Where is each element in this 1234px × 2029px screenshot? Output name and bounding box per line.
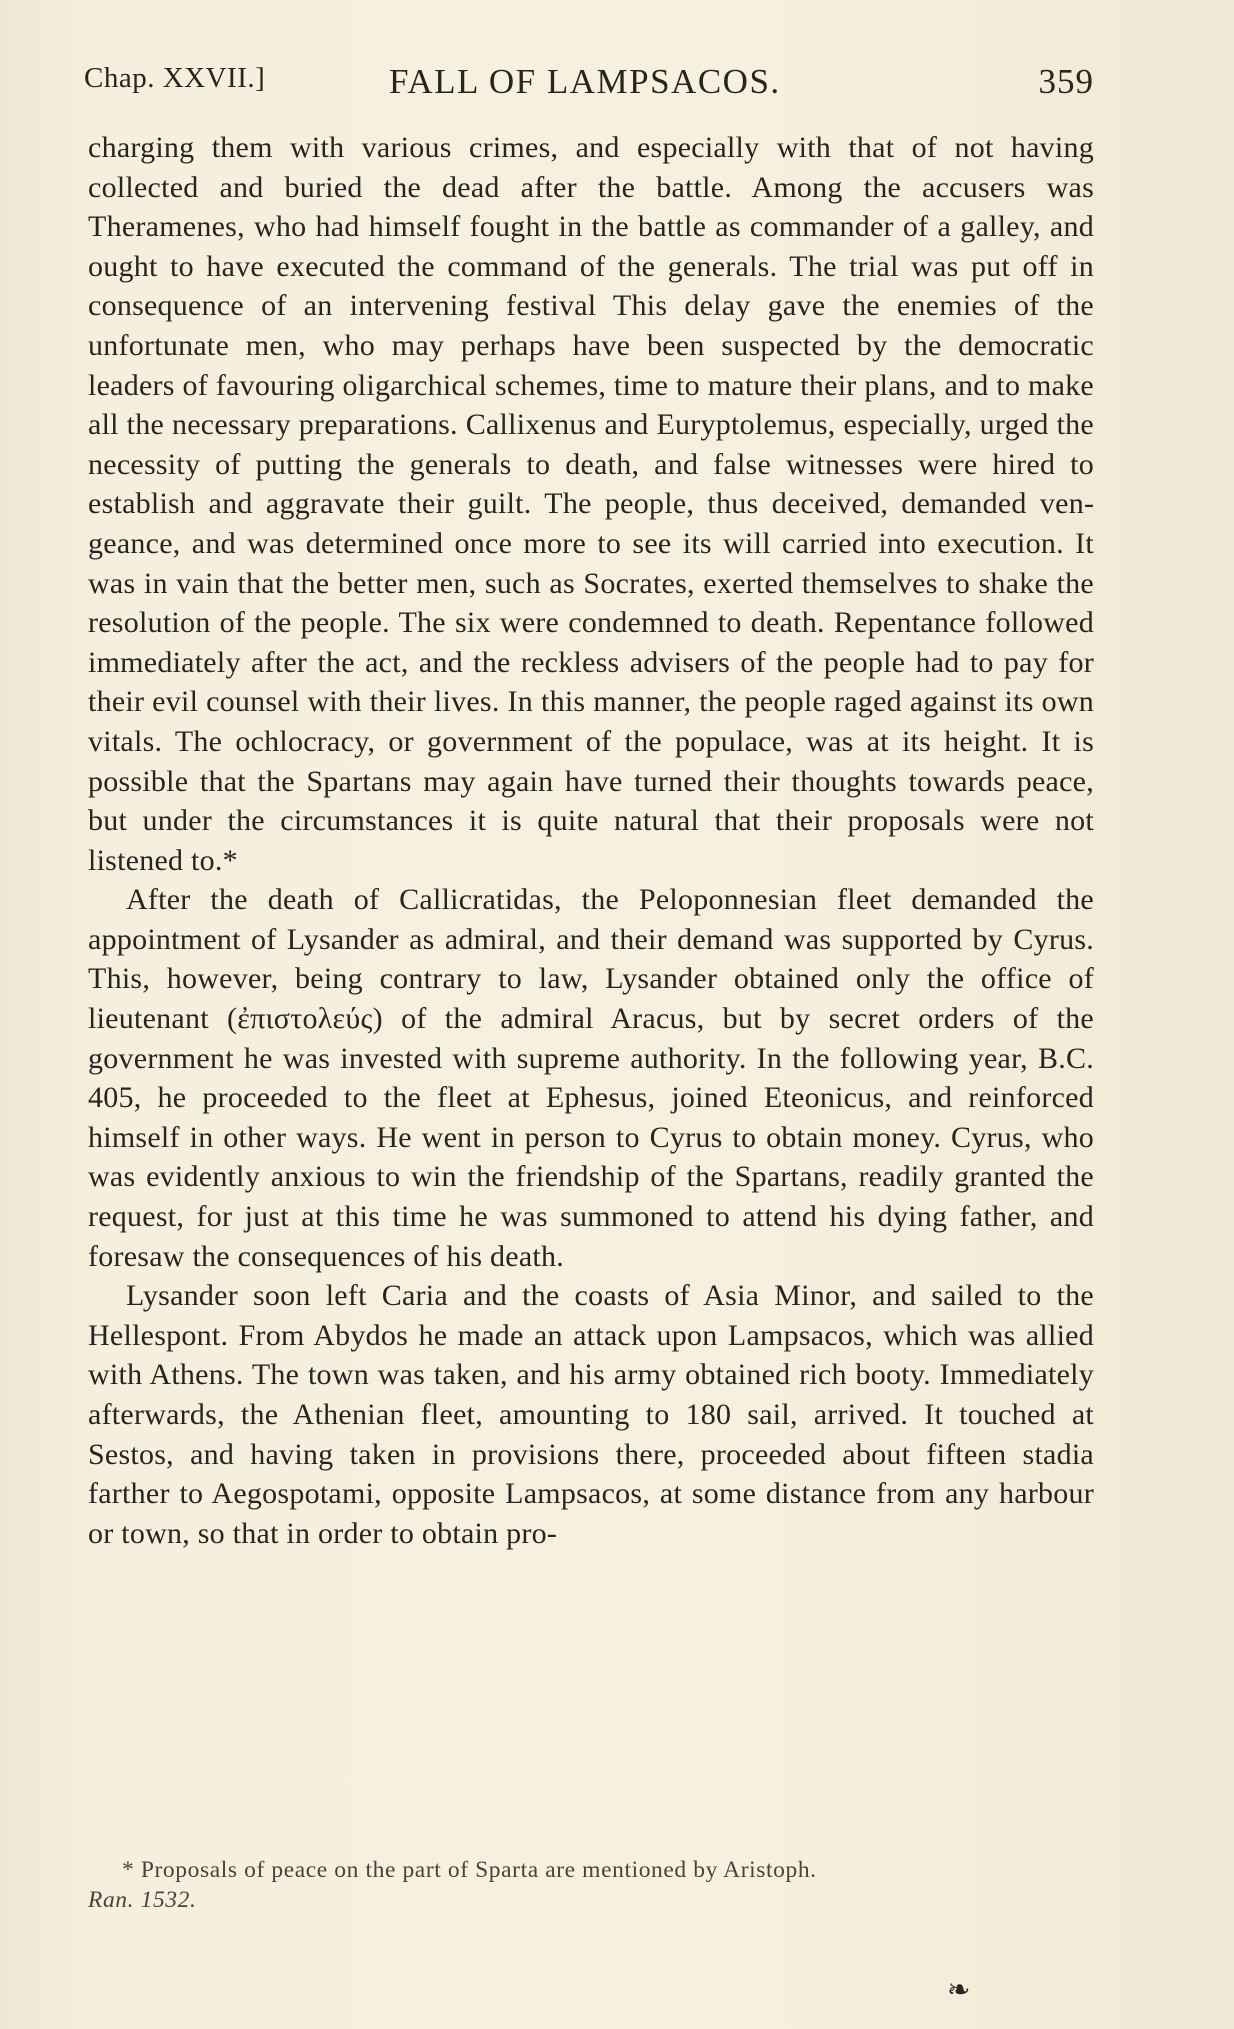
body-text (88, 128, 1094, 1553)
paragraph-continued: charging them with various crimes, and especially with that of not having collected and buried the dead after the battle. Among the accusers was Theramenes, who had himself fought in the battle as commander of a galley, and ought to have executed the command of the generals. The trial was put off in consequence of an intervening festival This delay gave the enemies of the unfortunate men, who may perhaps have been suspected by the democratic leaders of favouring oligarchical schemes, time to mature their plans, and to make all the necessary preparations. Callixenus and Euryptolemus, especially, urged the necessity of putting the generals to death, and false witnesses were hired to establish and aggravate their guilt. The people, thus deceived, demanded vengeance, and was determined once more to see its will carried into execution. It was in vain that the better men, such as Socrates, exerted themselves to shake the resolution of the people. The six were condemned to death. Repentance followed immediately after the act, and the reckless advisers of the people had to pay for their evil counsel with their lives. In this manner, the people raged against its own vitals. The ochlocracy, or government of the populace, was at its height. It is possible that the Spartans may again have turned their thoughts towards peace, but under the circumstances it is quite natural that their proposals were not listened to.* (88, 131, 1094, 877)
paragraph-fall-of-lampsacos: Lysander soon left Caria and the coasts of Asia Minor, and sailed to the Hellespont. From Abydos he made an attack upon Lampsacos, which was allied with Athens. The town was taken, and his army obtained rich booty. Immediately afterwards, the Athenian fleet, amounting to 180 sail, arrived. It touched at Sestos, and having taken in provisions there, proceeded about fifteen stadia farther to Aegospotami, opposite Lampsacos, at some distance from any harbour or town, so that in order to obtain pro- (88, 1279, 1094, 1550)
signature-mark: ❧ (947, 1973, 971, 2006)
footnote (88, 1855, 1094, 1915)
running-head (84, 62, 1094, 112)
footnote-text: * Proposals of peace on the part of Sparta are mentioned by Aristoph. (122, 1857, 817, 1883)
chapter-label: Chap. XXVII.] (84, 62, 266, 94)
footnote-source: Ran. 1532. (88, 1887, 197, 1913)
page-title: FALL OF LAMPSACOS. (389, 62, 781, 101)
page-number: 359 (1038, 62, 1094, 101)
paragraph-lysander-appointment: After the death of Callicratidas, the Peloponnesian fleet demanded the appointment of Lysander as admiral, and their demand was supported by Cyrus. This, however, being contrary to law, Lysander obtained only the office of lieutenant (ἐπιστολεύς) of the admiral Aracus, but by secret orders of the government he was invested with supreme authority. In the following year, B.C. 405, he proceeded to the fleet at Ephesus, joined Eteonicus, and reinforced himself in other ways. He went in person to Cyrus to obtain money. Cyrus, who was evidently anxious to win the friendship of the Spartans, readily granted the request, for just at this time he was summoned to attend his dying father, and foresaw the consequences of his death. (88, 883, 1094, 1273)
